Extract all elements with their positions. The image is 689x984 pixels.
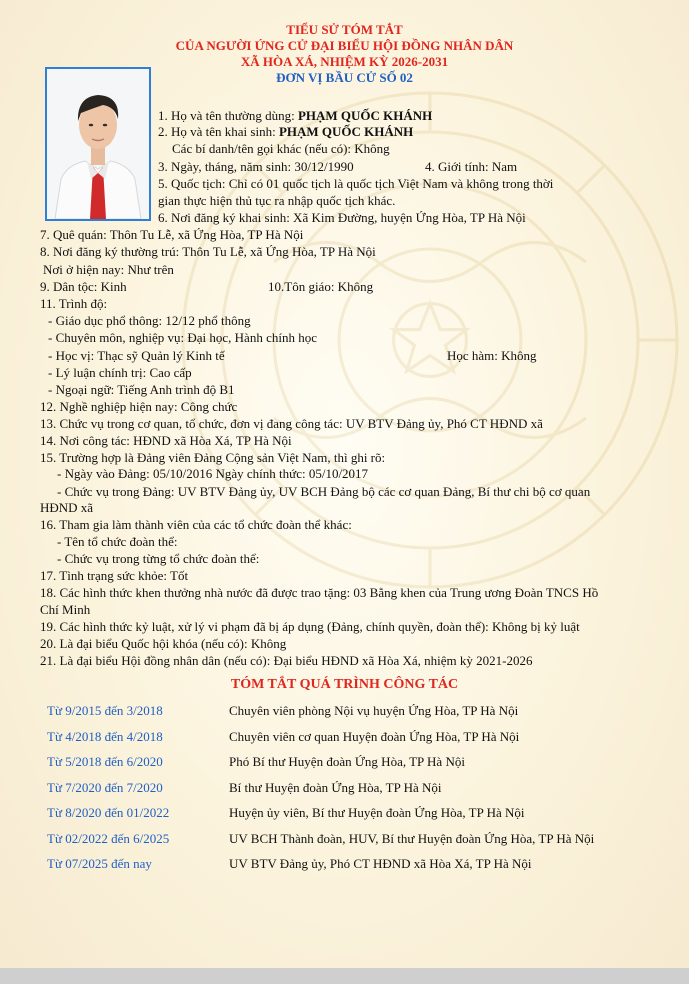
field-nationality-cont: gian thực hiện thủ tục ra nhập quốc tịch khác. [158,193,396,208]
field-organizations: 16. Tham gia làm thành viên của các tổ chức đoàn thể khác: [40,517,352,532]
field-academic-degree: - Học vị: Thạc sỹ Quản lý Kinh tế [48,348,225,363]
career-row-description: Chuyên viên phòng Nội vụ huyện Ứng Hòa, TP Hà Nội [229,703,519,718]
field-professional-qualification: - Chuyên môn, nghiệp vụ: Đại học, Hành chính học [48,330,317,345]
career-row-date: Từ 4/2018 đến 4/2018 [47,728,163,744]
field-label: 2. Họ và tên khai sinh: [158,124,279,139]
career-row-date: Từ 5/2018 đến 6/2020 [47,754,163,769]
career-row-date: Từ 02/2022 đến 6/2025 [47,830,170,846]
field-awards: 18. Các hình thức khen thưởng nhà nước đã được trao tặng: 03 Bằng khen của Trung ương Đoàn TNCS Hồ [40,585,599,600]
career-row-description: Bí thư Huyện đoàn Ứng Hòa, TP Hà Nội [229,779,442,795]
field-current-residence: Nơi ở hiện nay: Như trên [43,262,174,277]
field-value: PHẠM QUỐC KHÁNH [297,108,433,123]
field-religion: 10.Tôn giáo: Không [268,279,374,294]
field-dob: 3. Ngày, tháng, năm sinh: 30/12/1990 [158,159,354,174]
field-national-assembly: 20. Là đại biểu Quốc hội khóa (nếu có): Không [40,636,287,651]
field-nationality: 5. Quốc tịch: Chỉ có 01 quốc tịch là quốc tịch Việt Nam và không trong thời [158,176,554,191]
field-ethnicity: 9. Dân tộc: Kinh [40,279,127,294]
field-party-position-cont: HĐND xã [40,500,94,515]
field-awards-cont: Chí Minh [40,602,91,617]
field-foreign-language: - Ngoại ngữ: Tiếng Anh trình độ B1 [48,382,235,397]
career-row-description: Chuyên viên cơ quan Huyện đoàn Ứng Hòa, TP Hà Nội [229,728,520,744]
bottom-strip [0,968,689,984]
field-general-education: - Giáo dục phổ thông: 12/12 phổ thông [48,313,251,328]
doc-title: TIỂU SỬ TÓM TẮT [286,22,403,37]
career-row-description: UV BCH Thành đoàn, HUV, Bí thư Huyện đoàn Ứng Hòa, TP Hà Nội [229,830,595,846]
career-section-title: TÓM TẮT QUÁ TRÌNH CÔNG TÁC [230,677,459,692]
field-political-theory: - Lý luận chính trị: Cao cấp [48,365,192,380]
field-education-heading: 11. Trình độ: [40,296,108,311]
field-permanent-residence: 8. Nơi đăng ký thường trú: Thôn Tu Lễ, xã Ứng Hòa, TP Hà Nội [40,244,376,259]
career-row-date: Từ 07/2025 đến nay [47,856,152,871]
field-organization-role: - Chức vụ trong từng tổ chức đoàn thể: [57,551,260,566]
career-row-date: Từ 8/2020 đến 01/2022 [47,805,170,820]
career-row-date: Từ 7/2020 đến 7/2020 [47,779,163,795]
constituency-label: ĐƠN VỊ BẦU CỬ SỐ 02 [276,70,413,85]
field-hometown: 7. Quê quán: Thôn Tu Lễ, xã Ứng Hòa, TP Hà Nội [40,227,304,242]
portrait-icon [47,69,149,219]
field-common-name [158,108,432,123]
field-health: 17. Tình trạng sức khỏe: Tốt [40,568,189,583]
portrait-photo [45,67,151,221]
field-label: 1. Họ và tên thường dùng: [158,108,298,123]
career-row-description: Huyện ủy viên, Bí thư Huyện đoàn Ứng Hòa, TP Hà Nội [229,805,525,820]
field-birth-registration: 6. Nơi đăng ký khai sinh: Xã Kim Đường, huyện Ứng Hòa, TP Hà Nội [158,210,526,225]
field-party-position: - Chức vụ trong Đảng: UV BTV Đảng ủy, UV BCH Đảng bộ các cơ quan Đảng, Bí thư chi bộ cơ quan [57,484,591,499]
doc-subtitle: CỦA NGƯỜI ỨNG CỬ ĐẠI BIỂU HỘI ĐỒNG NHÂN DÂN [175,38,514,53]
career-row-description: UV BTV Đảng ủy, Phó CT HĐND xã Hòa Xá, TP Hà Nội [229,856,532,871]
field-occupation: 12. Nghề nghiệp hiện nay: Công chức [40,399,238,414]
field-gender: 4. Giới tính: Nam [425,159,518,174]
field-party-dates: - Ngày vào Đảng: 05/10/2016 Ngày chính thức: 05/10/2017 [57,466,369,481]
field-organization-name: - Tên tổ chức đoàn thể: [57,534,178,549]
field-academic-title: Học hàm: Không [447,348,537,363]
doc-term: XÃ HÒA XÁ, NHIỆM KỲ 2026-2031 [240,54,449,69]
field-party-membership: 15. Trường hợp là Đảng viên Đảng Cộng sản Việt Nam, thì ghi rõ: [40,450,386,465]
field-peoples-council: 21. Là đại biểu Hội đồng nhân dân (nếu có): Đại biểu HĐND xã Hòa Xá, nhiệm kỳ 2021-2026 [40,653,533,668]
field-value: PHẠM QUỐC KHÁNH [278,124,414,139]
field-discipline: 19. Các hình thức kỷ luật, xử lý vi phạm đã bị áp dụng (Đảng, chính quyền, đoàn thể): Không bị kỷ luật [40,619,580,634]
career-row-description: Phó Bí thư Huyện đoàn Ứng Hòa, TP Hà Nội [229,754,465,769]
field-birth-name [158,124,413,139]
career-row-date: Từ 9/2015 đến 3/2018 [47,703,163,718]
field-position: 13. Chức vụ trong cơ quan, tổ chức, đơn vị đang công tác: UV BTV Đảng ủy, Phó CT HĐND xã [40,416,543,431]
field-workplace: 14. Nơi công tác: HĐND xã Hòa Xá, TP Hà Nội [40,433,292,448]
field-aliases: Các bí danh/tên gọi khác (nếu có): Không [172,141,390,156]
